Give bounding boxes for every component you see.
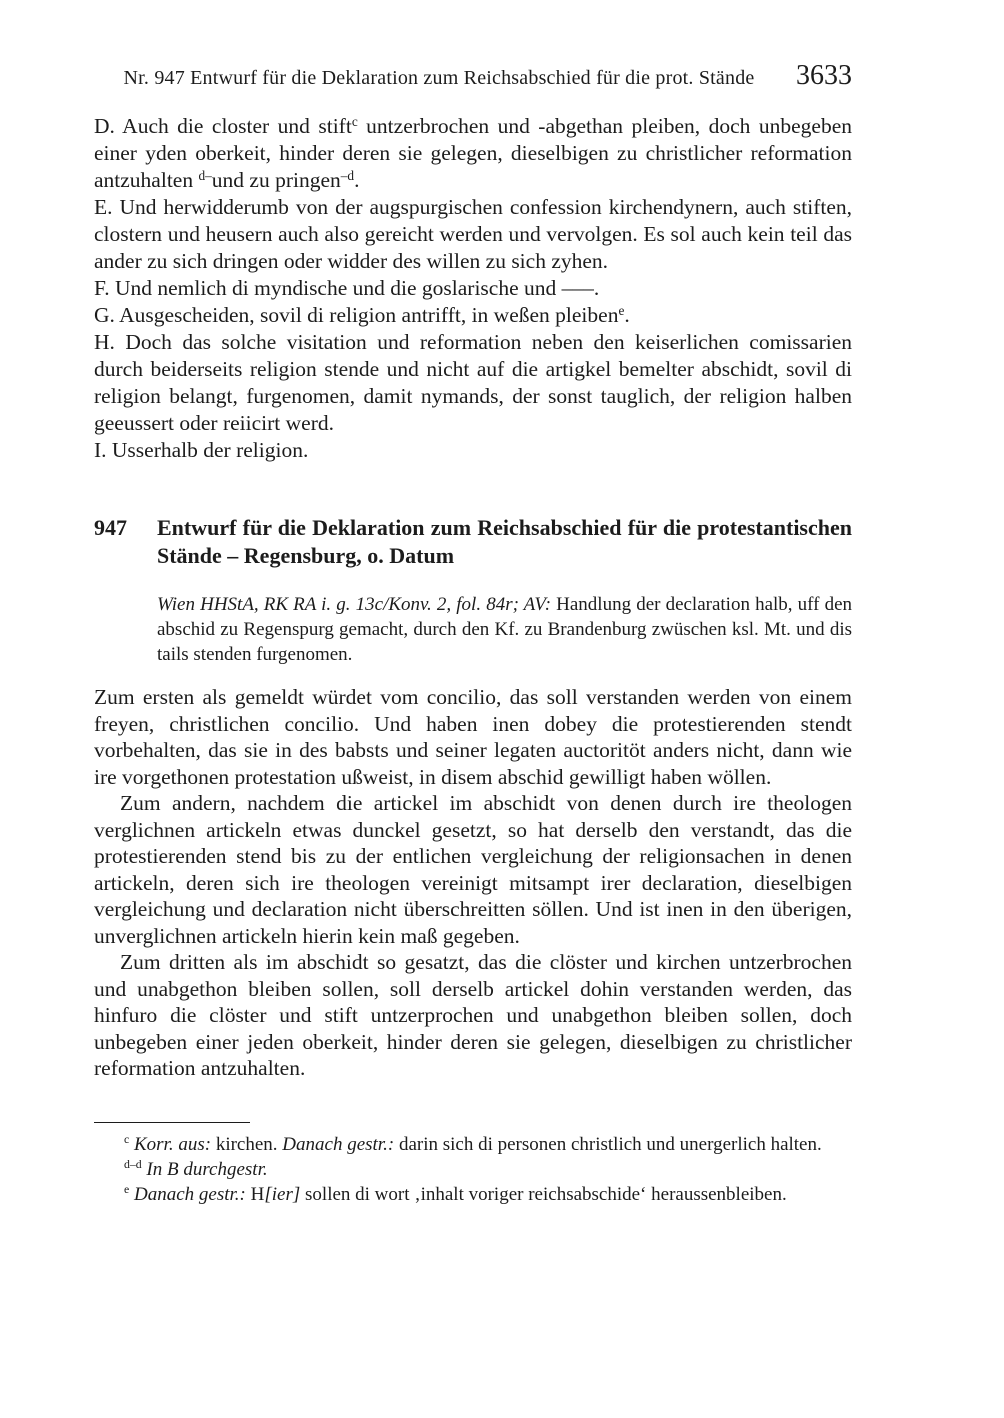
- running-header: [94, 62, 852, 92]
- clause-list: [94, 113, 852, 464]
- clause-g: G. Ausgescheiden, sovil di religion antrifft, in weßen pleiben$^e$.: [94, 302, 630, 327]
- footnote-d: $^{d-d}$ In B durchgestr.: [124, 1158, 268, 1180]
- entry-number: 947: [94, 515, 127, 540]
- footnote-c: $^c$ Korr. aus: kirchen. Danach gestr.: darin sich di personen christlich und unergerlich halten.: [124, 1133, 822, 1155]
- entry-paragraph-2: Zum andern, nachdem die artickel im abschidt von denen durch ire theologen verglichnen artickeln etwas dunckel gesetzt, so hat derselb den verstandt, das die protestierenden stend bis zu der entlichen vergleichung der religionsachen in denen artickeln, deren sich ire theologen vereinigt mitsampt irer declaration, dieselbigen vergleichung und declaration nicht überschreitten söllen. Und ist inen in den überigen, unverglichnen artickeln hierin kein maß gegeben.: [94, 791, 852, 948]
- page-number: 3633: [796, 60, 852, 91]
- clause-e: E. Und herwidderumb von der augspurgischen confession kirchendynern, auch stiften, clostern und heusern auch also gereicht werden und vervolgen. Es sol auch kein teil das ander zu sich dringen oder widder des willen zu sich zyhen.: [94, 195, 852, 273]
- footnote-separator-rule: [94, 1122, 250, 1123]
- running-header-title: Nr. 947 Entwurf für die Deklaration zum Reichsabschied für die prot. Stände: [123, 67, 755, 89]
- clause-f: F. Und nemlich di myndische und die goslarische und –––.: [94, 276, 600, 300]
- footnotes: [94, 1122, 852, 1207]
- entry-paragraph-1: Zum ersten als gemeldt würdet vom concilio, das soll verstanden werden von einem freyen, christlichen concilio. Und haben inen dobey die protestierenden stendt vorbehalten, das sie in des babsts und seiner legaten auctoritöt anders nicht, dann wie ire vorgethonen protestation ußweist, in disem abschid gewilligt haben wöllen.: [94, 685, 852, 789]
- entry-title: Entwurf für die Deklaration zum Reichsabschied für die protestantischen Stände – Regensburg, o. Datum: [157, 515, 852, 568]
- clause-i: I. Usserhalb der religion.: [94, 438, 309, 462]
- clause-h: H. Doch das solche visitation und reformation neben den keiserlichen comissarien durch beiderseits religion stende und nicht auf die artigkel bemelter abschidt, sovil di religion belangt, furgenomen, damit nymands, der sonst tauglich, der religion halben geeussert oder reiicirt werd.: [94, 330, 852, 435]
- entry-paragraph-3: Zum dritten als im abschidt so gesatzt, das die clöster und kirchen untzerbrochen und unabgethon bleiben sollen, soll derselb artickel dohin verstanden werden, das hinfuro die clöster und stift untzerprochen und unabgethon bleiben sollen, doch unbegeben einer jeden oberkeit, hinder deren sie gelegen, dieselbigen zu christlicher reformation antzuhalten.: [94, 950, 852, 1080]
- clause-d: D. Auch die closter und stift$^c$ untzerbrochen und -abgethan pleiben, doch unbegeben einer yden oberkeit, hinder deren sie gelegen, dieselbigen zu christlicher reformation antzuhalten $^{d-}$und zu pringen$^{-d}$.: [94, 113, 852, 192]
- source-note: Wien HHStA, RK RA i. g. 13c/Konv. 2, fol. 84r; AV: Handlung der declaration halb, uff den abschid zu Regenspurg gemacht, durch den Kf. zu Brandenburg zwüschen ksl. Mt. und dis tails stenden furgenomen.: [157, 594, 852, 665]
- entry-heading: [94, 514, 852, 570]
- document-entry: [94, 514, 852, 1082]
- footnote-e: $^e$ Danach gestr.: H[ier] sollen di wort ‚inhalt voriger reichsabschide‘ heraussenbleiben.: [124, 1183, 787, 1205]
